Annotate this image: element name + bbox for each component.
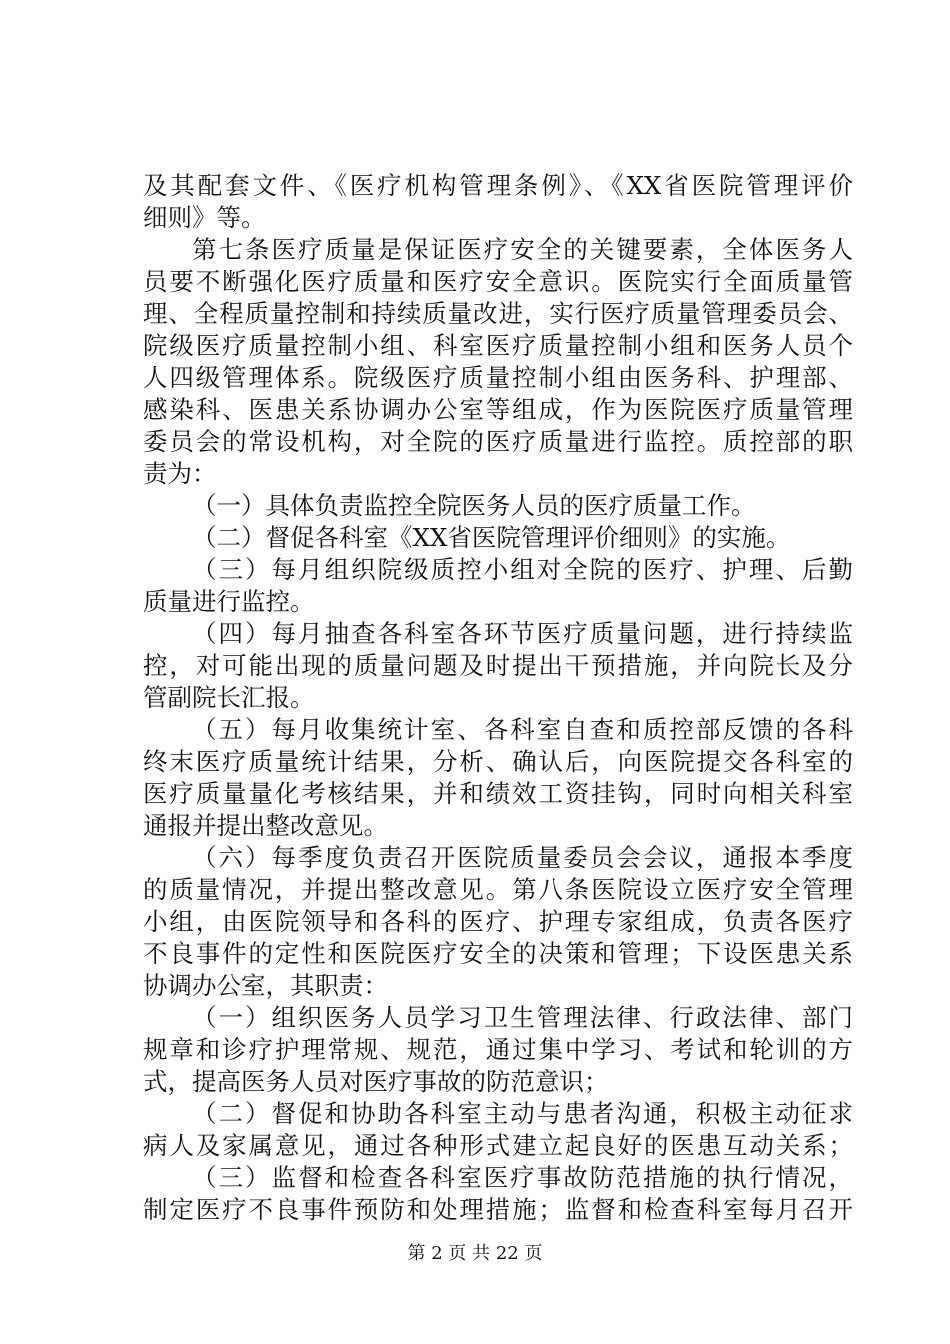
text-line: （五）每月收集统计室、各科室自查和质控部反馈的各科 — [192, 715, 853, 744]
text-line: 感染科、医患关系协调办公室等组成，作为医院医疗质量管理 — [143, 395, 853, 424]
text-line: 的质量情况，并提出整改意见。第八条医院设立医疗安全管理 — [143, 875, 853, 904]
text-line: 医疗质量量化考核结果，并和绩效工资挂钩，同时向相关科室 — [143, 779, 853, 808]
text-line: 委员会的常设机构，对全院的医疗质量进行监控。质控部的职 — [143, 427, 853, 456]
text-line: 细则》等。 — [143, 203, 266, 232]
text-line: 及其配套文件、《医疗机构管理条例》、《XX省医院管理评价 — [143, 171, 853, 200]
document-body — [143, 170, 853, 1226]
page-footer — [0, 1243, 950, 1265]
text-line: （一）具体负责监控全院医务人员的医疗质量工作。 — [192, 491, 756, 520]
text-line: （三）监督和检查各科室医疗事故防范措施的执行情况， — [192, 1163, 853, 1192]
text-line: 协调办公室，其职责： — [143, 971, 388, 1000]
text-line: 病人及家属意见，通过各种形式建立起良好的医患互动关系； — [143, 1131, 853, 1160]
text-line: 第七条医疗质量是保证医疗安全的关键要素，全体医务人 — [192, 235, 853, 264]
text-line: （二）督促和协助各科室主动与患者沟通，积极主动征求 — [192, 1099, 853, 1128]
text-line: 控，对可能出现的质量问题及时提出干预措施，并向院长及分 — [143, 651, 853, 680]
text-line: 式，提高医务人员对医疗事故的防范意识； — [143, 1067, 609, 1096]
text-line: （六）每季度负责召开医院质量委员会会议，通报本季度 — [192, 843, 853, 872]
text-line: 理、全程质量控制和持续质量改进，实行医疗质量管理委员会、 — [143, 299, 853, 328]
text-line: 管副院长汇报。 — [143, 683, 315, 712]
text-line: 规章和诊疗护理常规、规范，通过集中学习、考试和轮训的方 — [143, 1035, 853, 1064]
text-line: （四）每月抽查各科室各环节医疗质量问题，进行持续监 — [192, 619, 853, 648]
text-line: 质量进行监控。 — [143, 587, 315, 616]
text-line: 院级医疗质量控制小组、科室医疗质量控制小组和医务人员个 — [143, 331, 853, 360]
text-line: 通报并提出整改意见。 — [143, 811, 388, 840]
page-number-label: 第 2 页 共 22 页 — [407, 1243, 543, 1264]
text-line: （三）每月组织院级质控小组对全院的医疗、护理、后勤 — [192, 555, 853, 584]
text-line: （二）督促各科室《XX省医院管理评价细则》的实施。 — [192, 523, 791, 552]
text-line: 不良事件的定性和医院医疗安全的决策和管理；下设医患关系 — [143, 939, 853, 968]
text-line: 制定医疗不良事件预防和处理措施；监督和检查科室每月召开 — [143, 1195, 853, 1224]
text-line: 人四级管理体系。院级医疗质量控制小组由医务科、护理部、 — [143, 363, 853, 392]
text-line: （一）组织医务人员学习卫生管理法律、行政法律、部门 — [192, 1003, 853, 1032]
text-line: 员要不断强化医疗质量和医疗安全意识。医院实行全面质量管 — [143, 267, 853, 296]
text-line: 小组，由医院领导和各科的医疗、护理专家组成，负责各医疗 — [143, 907, 853, 936]
text-line: 终末医疗质量统计结果，分析、确认后，向医院提交各科室的 — [143, 747, 853, 776]
text-line: 责为： — [143, 459, 217, 488]
